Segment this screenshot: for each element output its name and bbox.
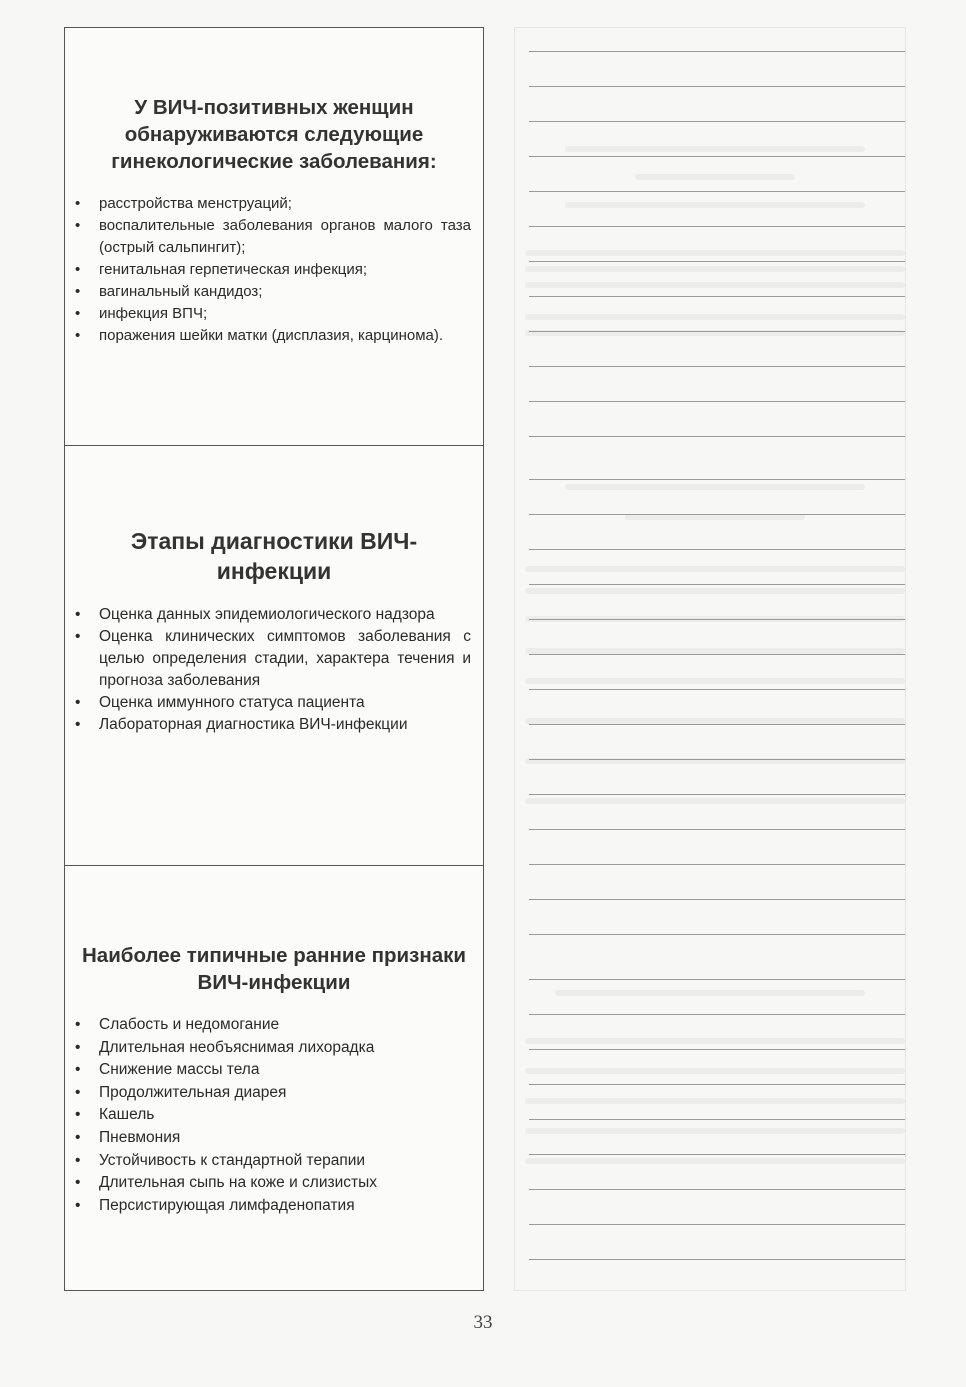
list-item: • Персистирующая лимфаденопатия xyxy=(75,1195,471,1218)
slides-column xyxy=(64,27,484,1291)
list-item: • воспалительные заболевания органов малого таза (острый сальпингит); xyxy=(75,215,471,259)
list-item: • вагинальный кандидоз; xyxy=(75,281,471,303)
slide-early-signs xyxy=(65,865,483,1290)
bullet-list xyxy=(65,604,483,736)
list-item: • Оценка иммунного статуса пациента xyxy=(75,692,471,714)
list-item: • поражения шейки матки (дисплазия, карцинома). xyxy=(75,325,471,347)
list-item: • Лабораторная диагностика ВИЧ-инфекции xyxy=(75,714,471,736)
list-item: • Длительная необъяснимая лихорадка xyxy=(75,1037,471,1060)
slide-title: Этапы диагностики ВИЧ-инфекции xyxy=(130,528,418,584)
list-item: • Пневмония xyxy=(75,1127,471,1150)
list-item: • генитальная герпетическая инфекция; xyxy=(75,259,471,281)
list-item: • расстройства менструаций; xyxy=(75,193,471,215)
bullet-list xyxy=(65,193,483,347)
slide-gynecologic-diseases xyxy=(65,28,483,445)
notes-ruled-column xyxy=(514,27,906,1291)
list-item: • Устойчивость к стандартной терапии xyxy=(75,1150,471,1173)
slide-diagnostic-stages xyxy=(65,445,483,865)
bullet-list xyxy=(65,1014,483,1217)
list-item: • Снижение массы тела xyxy=(75,1059,471,1082)
list-item: • Оценка данных эпидемиологического надзора xyxy=(75,604,471,626)
list-item: • Оценка клинических симптомов заболевания с целью определения стадии, характера течения и прогноза заболевания xyxy=(75,626,471,692)
list-item: • инфекция ВПЧ; xyxy=(75,303,471,325)
list-item: • Кашель xyxy=(75,1104,471,1127)
page-number: 33 xyxy=(473,1312,493,1333)
slide-title: У ВИЧ-позитивных женщин обнаруживаются следующие гинекологические заболевания: xyxy=(111,96,437,173)
list-item: • Слабость и недомогание xyxy=(75,1014,471,1037)
list-item: • Продолжительная диарея xyxy=(75,1082,471,1105)
list-item: • Длительная сыпь на коже и слизистых xyxy=(75,1172,471,1195)
slide-title: Наиболее типичные ранние признаки ВИЧ-инфекции xyxy=(82,944,466,994)
